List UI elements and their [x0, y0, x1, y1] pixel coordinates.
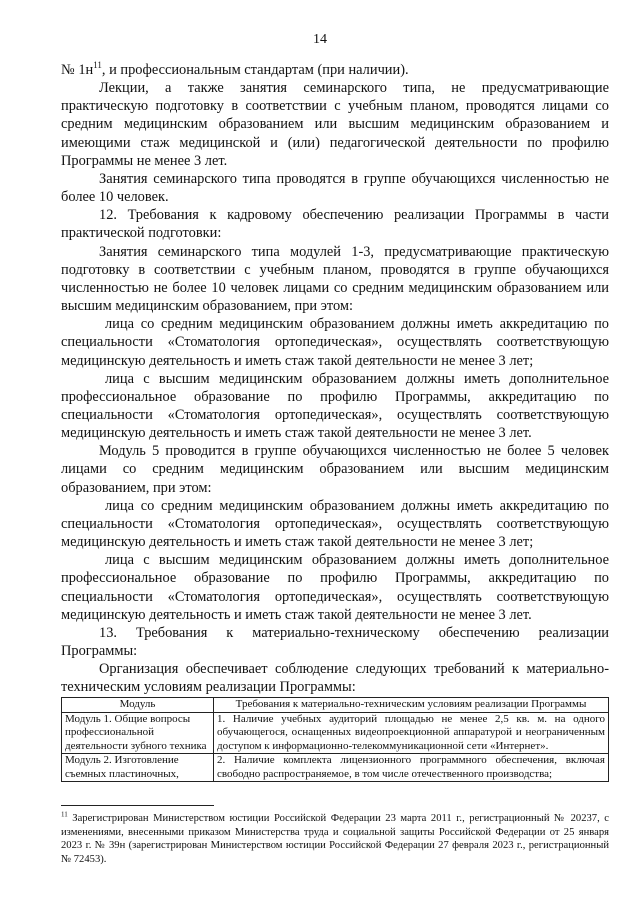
paragraph-0 — [61, 61, 609, 79]
paragraph-10: 13. Требования к материально-техническому обеспечению реализации Программы: — [61, 624, 609, 659]
paragraph-4: Занятия семинарского типа модулей 1-3, предусматривающие практическую подготовку в соответствии с учебным планом, проводятся в группе обучающихся численностью не более 10 человек лицами со средним медицинским образованием или высшим медицинским образованием, при этом: — [61, 243, 609, 315]
table-row — [62, 712, 609, 754]
paragraph-text: , и профессиональным стандартам (при наличии). — [101, 62, 409, 78]
paragraph-5: лица со средним медицинским образованием должны иметь аккредитацию по специальности «Стоматология ортопедическая», осуществлять соответствующую медицинскую деятельность и иметь стаж такой деятельности не менее 3 лет; — [61, 316, 609, 369]
paragraph-2: Занятия семинарского типа проводятся в группе обучающихся численностью не более 10 человек. — [61, 170, 609, 206]
footnote-mark: 11 — [61, 810, 68, 819]
paragraph-7: Модуль 5 проводится в группе обучающихся численностью не более 5 человек лицами со средним медицинским образованием или высшим медицинским образованием, при этом: — [61, 443, 609, 496]
paragraph-1: Лекции, а также занятия семинарского типа, не предусматривающие практическую подготовку в соответствии с учебным планом, проводятся лицами со средним медицинским образованием или высшим медицинским образованием и имеющими стаж медицинской и (или) педагогической деятельности по профилю Программы не менее 3 лет. — [61, 80, 609, 169]
paragraph-9: лица с высшим медицинским образованием должны иметь дополнительное профессиональное образование по профилю Программы, аккредитацию по специальности «Стоматология ортопедическая», осуществлять соответствующую медицинскую деятельность и иметь стаж такой деятельности не менее 3 лет. — [61, 552, 609, 623]
table-cell-requirement: 1. Наличие учебных аудиторий площадью не менее 2,5 кв. м. на одного обучающегося, оснащенных видеопроекционной аппаратурой и неограниченным доступом к информационно-телекоммуникационной сети «Интернет». — [214, 712, 609, 754]
footnote-ref: 11 — [93, 60, 102, 71]
page-number: 14 — [313, 32, 327, 47]
paragraph-11: Организация обеспечивает соблюдение следующих требований к материально-техническим условиям реализации Программы: — [61, 661, 609, 696]
paragraph-6: лица с высшим медицинским образованием должны иметь дополнительное профессиональное образование по профилю Программы, аккредитацию по специальности «Стоматология ортопедическая», осуществлять соответствующую медицинскую деятельность и иметь стаж такой деятельности не менее 3 лет. — [61, 370, 609, 442]
table-cell-module: Модуль 2. Изготовление съемных пластиночных, — [62, 754, 214, 782]
table-header-requirements: Требования к материально-техническим условиям реализации Программы — [214, 698, 609, 713]
table-header-module: Модуль — [62, 698, 214, 713]
requirements-table — [61, 697, 609, 782]
paragraph-text: № 1н — [61, 62, 94, 78]
paragraph-8: лица со средним медицинским образованием должны иметь аккредитацию по специальности «Стоматология ортопедическая», осуществлять соответствующую медицинскую деятельность и иметь стаж такой деятельности не менее 3 лет; — [61, 497, 609, 551]
table-row — [62, 754, 609, 782]
table-cell-requirement: 2. Наличие комплекта лицензионного программного обеспечения, включая свободно распространяемое, в том числе отечественного производства; — [214, 754, 609, 782]
table-cell-module: Модуль 1. Общие вопросы профессиональной деятельности зубного техника — [62, 712, 214, 754]
paragraph-3: 12. Требования к кадровому обеспечению реализации Программы в части практической подготовки: — [61, 207, 609, 242]
document-body — [61, 61, 609, 782]
footnote — [61, 812, 609, 866]
footnote-text: Зарегистрирован Министерством юстиции Российской Федерации 23 марта 2011 г., регистрационный № 20237, с изменениями, внесенными приказом Министерства труда и социальной защиты Российской Федерации от 25 января 2023 г. № 39н (зарегистрирован Министерством юстиции Российской Федерации 27 февраля 2023 г., регистрационный № 72453). — [61, 813, 609, 865]
table-header-row — [62, 698, 609, 713]
footnote-divider — [61, 805, 214, 806]
